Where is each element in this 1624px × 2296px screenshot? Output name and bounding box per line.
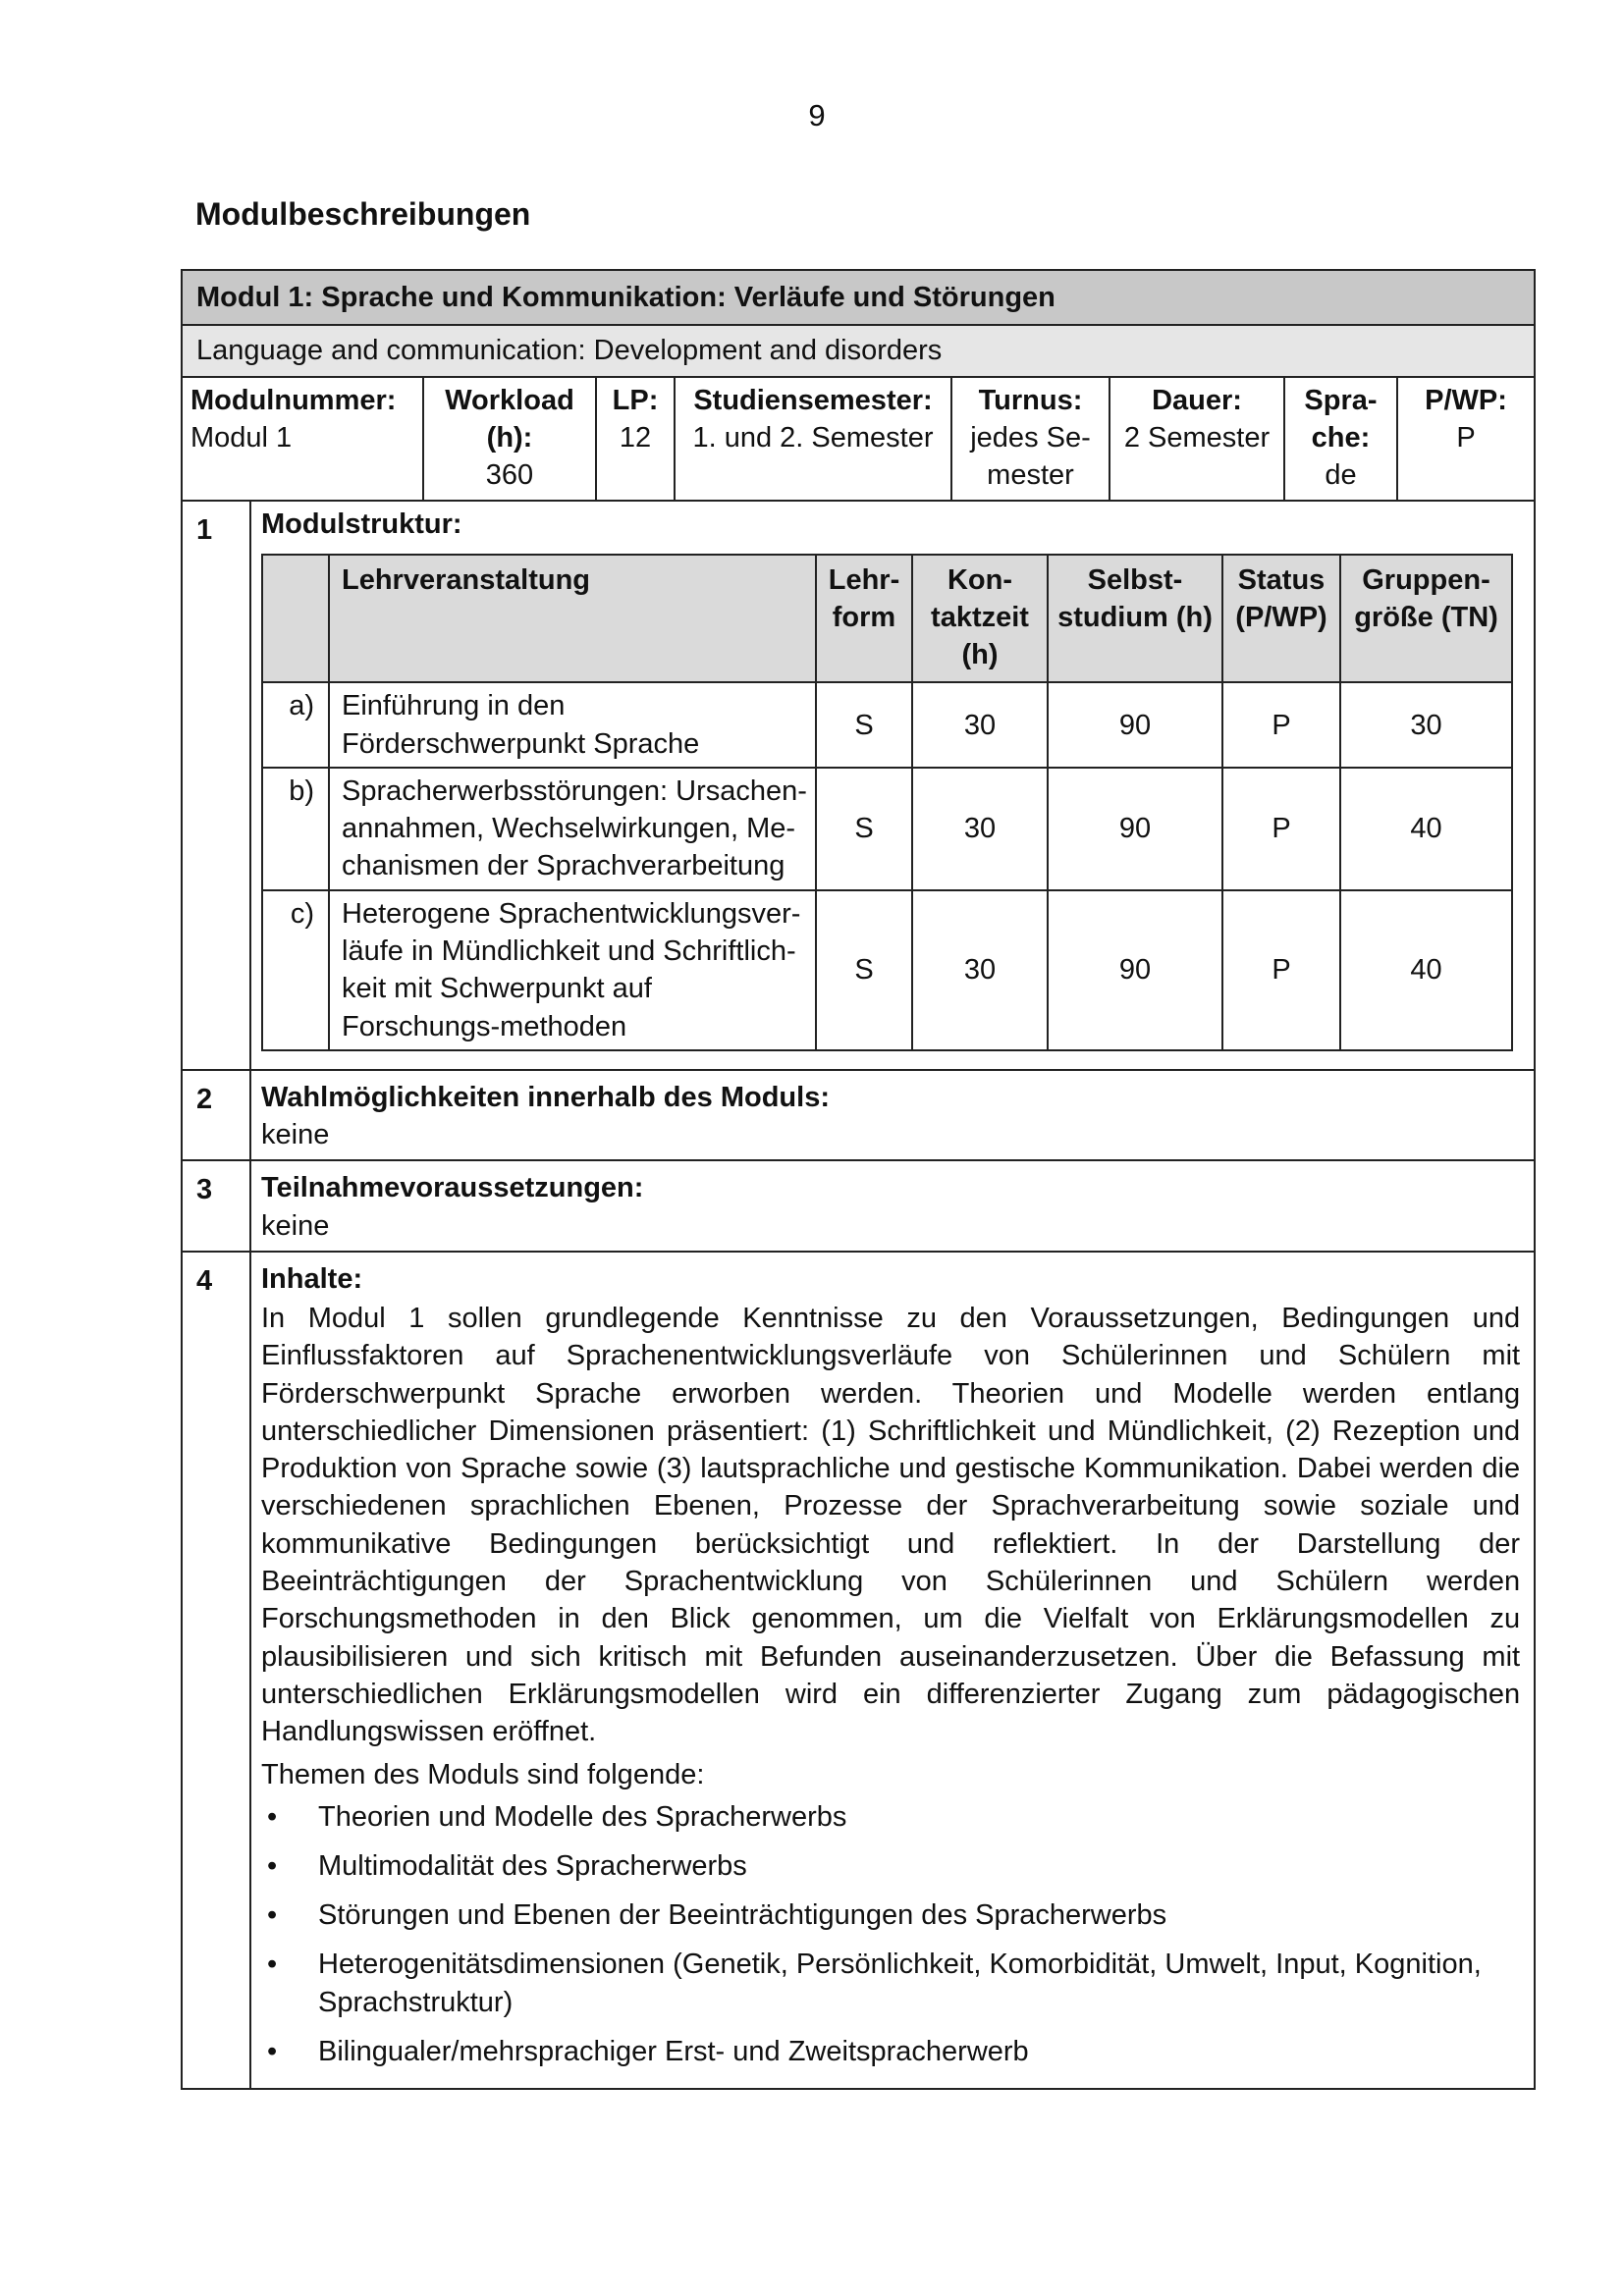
bullet-icon: • bbox=[267, 1849, 278, 1882]
kontaktzeit-value: 30 bbox=[912, 682, 1048, 768]
list-item bbox=[261, 2033, 1520, 2070]
selbststudium-value: 90 bbox=[1048, 682, 1222, 768]
table-row bbox=[262, 890, 1512, 1050]
sprache-cell bbox=[1284, 377, 1397, 502]
status-value: P bbox=[1222, 890, 1340, 1050]
gruppengroesse-value: 30 bbox=[1340, 682, 1512, 768]
structure-header-row bbox=[262, 555, 1512, 683]
section-1-title: Modulstruktur: bbox=[261, 508, 462, 541]
lehrform-value: S bbox=[816, 682, 912, 768]
topic-text: Bilingualer/mehrsprachiger Erst- und Zweitspracherwerb bbox=[318, 2035, 1029, 2067]
bullet-icon: • bbox=[267, 2035, 278, 2067]
studiensemester-label: Studiensemester: bbox=[693, 384, 933, 416]
header-lehrveranstaltung: Lehrveranstaltung bbox=[329, 555, 816, 683]
lp-cell bbox=[596, 377, 675, 502]
lp-label: LP: bbox=[612, 384, 659, 416]
row-label: b) bbox=[262, 768, 329, 890]
list-item bbox=[261, 1798, 1520, 1836]
modulnummer-value: Modul 1 bbox=[190, 421, 293, 454]
section-3-row bbox=[182, 1160, 1535, 1252]
header-gruppengroesse: Gruppen-größe (TN) bbox=[1340, 555, 1512, 683]
section-2-row bbox=[182, 1070, 1535, 1161]
kontaktzeit-value: 30 bbox=[912, 890, 1048, 1050]
header-kontaktzeit: Kon-taktzeit (h) bbox=[912, 555, 1048, 683]
page-number: 9 bbox=[808, 98, 826, 133]
list-item bbox=[261, 1847, 1520, 1885]
course-name: Einführung in den Förderschwerpunkt Sprache bbox=[329, 682, 816, 768]
section-2-number: 2 bbox=[182, 1070, 250, 1161]
selbststudium-value: 90 bbox=[1048, 890, 1222, 1050]
section-3-title: Teilnahmevoraussetzungen: bbox=[261, 1172, 644, 1204]
pwp-label: P/WP: bbox=[1425, 384, 1507, 416]
section-1-row bbox=[182, 501, 1535, 1069]
topic-text: Störungen und Ebenen der Beeinträchtigungen des Spracherwerbs bbox=[318, 1899, 1167, 1932]
topic-text: Heterogenitätsdimensionen (Genetik, Persönlichkeit, Komorbidität, Umwelt, Input, Kognition, Sprachstruktur) bbox=[318, 1949, 1482, 2018]
module-title: Modul 1: Sprache und Kommunikation: Verläufe und Störungen bbox=[182, 270, 1535, 325]
bullet-icon: • bbox=[267, 1949, 278, 1981]
topic-text: Theorien und Modelle des Spracherwerbs bbox=[318, 1800, 847, 1833]
document-title: Modulbeschreibungen bbox=[195, 196, 531, 232]
kontaktzeit-value: 30 bbox=[912, 768, 1048, 890]
header-selbststudium: Selbst-studium (h) bbox=[1048, 555, 1222, 683]
row-label: c) bbox=[262, 890, 329, 1050]
section-3-content bbox=[250, 1160, 1535, 1252]
turnus-label: Turnus: bbox=[978, 384, 1083, 416]
studiensemester-cell bbox=[675, 377, 951, 502]
workload-value: 360 bbox=[485, 459, 534, 492]
workload-cell bbox=[423, 377, 596, 502]
status-value: P bbox=[1222, 768, 1340, 890]
gruppengroesse-value: 40 bbox=[1340, 768, 1512, 890]
dauer-label: Dauer: bbox=[1152, 384, 1242, 416]
modulnummer-cell bbox=[182, 377, 423, 502]
pwp-value: P bbox=[1456, 421, 1476, 454]
section-1-number: 1 bbox=[182, 501, 250, 1069]
list-item bbox=[261, 1946, 1520, 2021]
list-item bbox=[261, 1896, 1520, 1934]
section-4-number: 4 bbox=[182, 1252, 250, 2089]
turnus-cell bbox=[951, 377, 1110, 502]
sprache-label: Spra-che: bbox=[1304, 384, 1378, 454]
section-2-title: Wahlmöglichkeiten innerhalb des Moduls: bbox=[261, 1081, 830, 1113]
topic-text: Multimodalität des Spracherwerbs bbox=[318, 1849, 747, 1882]
row-label: a) bbox=[262, 682, 329, 768]
table-row bbox=[262, 768, 1512, 890]
pwp-cell bbox=[1397, 377, 1535, 502]
structure-header-label bbox=[262, 555, 329, 683]
dauer-value: 2 Semester bbox=[1123, 421, 1271, 454]
table-row bbox=[262, 682, 1512, 768]
section-2-text: keine bbox=[261, 1119, 330, 1151]
topics-intro: Themen des Moduls sind folgende: bbox=[261, 1759, 705, 1791]
sprache-value: de bbox=[1325, 459, 1357, 492]
workload-label: Workload (h): bbox=[445, 384, 574, 454]
section-4-content bbox=[250, 1252, 1535, 2089]
bullet-icon: • bbox=[267, 1800, 278, 1833]
gruppengroesse-value: 40 bbox=[1340, 890, 1512, 1050]
header-status: Status (P/WP) bbox=[1222, 555, 1340, 683]
contents-paragraph: In Modul 1 sollen grundlegende Kenntnisse zu den Voraussetzungen, Bedingungen und Einflussfaktoren auf Sprachenentwicklungsverläufe von Schülerinnen und Schülern mit Förderschwerpunkt Sprache erworben werden. Theorien und Modelle werden entlang unterschiedlicher Dimensionen präsentiert: (1) Schriftlichkeit und Mündlichkeit, (2) Rezeption und Produktion von Sprache sowie (3) lautsprachliche und gestische Kommunikation. Dabei werden die verschiedenen sprachlichen Ebenen, Prozesse der Sprachverarbeitung sowie soziale und kommunikative Bedingungen berücksichtigt und reflektiert. In der Darstellung der Beeinträchtigungen der Sprachentwicklung von Schülerinnen und Schülern werden Forschungsmethoden in den Blick genommen, um die Vielfalt von Erklärungsmodellen zu plausibilisieren und sich kritisch mit Befunden auseinanderzusetzen. Über die Befassung mit unterschiedlichen Erklärungsmodellen wird ein differenzierter Zugang zum pädagogischen Handlungswissen eröffnet. bbox=[261, 1303, 1521, 1748]
section-2-content bbox=[250, 1070, 1535, 1161]
module-structure-table bbox=[261, 554, 1513, 1051]
studiensemester-value: 1. und 2. Semester bbox=[692, 421, 934, 454]
status-value: P bbox=[1222, 682, 1340, 768]
bullet-icon: • bbox=[267, 1899, 278, 1932]
dauer-cell bbox=[1110, 377, 1284, 502]
lehrform-value: S bbox=[816, 890, 912, 1050]
section-4-row bbox=[182, 1252, 1535, 2089]
course-name: Spracherwerbsstörungen: Ursachen-annahmen, Wechselwirkungen, Me-chanismen der Sprachverarbeitung bbox=[329, 768, 816, 890]
selbststudium-value: 90 bbox=[1048, 768, 1222, 890]
course-name: Heterogene Sprachentwicklungsver-läufe in Mündlichkeit und Schriftlich-keit mit Schwerpunkt auf Forschungs-methoden bbox=[329, 890, 816, 1050]
module-table bbox=[181, 269, 1536, 2090]
section-1-content bbox=[250, 501, 1535, 1069]
modulnummer-label: Modulnummer: bbox=[190, 384, 397, 416]
lp-value: 12 bbox=[619, 421, 652, 454]
module-meta-row bbox=[182, 377, 1535, 502]
turnus-value: jedes Se-mester bbox=[970, 421, 1091, 492]
section-3-number: 3 bbox=[182, 1160, 250, 1252]
section-3-text: keine bbox=[261, 1209, 330, 1242]
module-subtitle: Language and communication: Development and disorders bbox=[182, 325, 1535, 376]
section-4-title: Inhalte: bbox=[261, 1262, 363, 1295]
lehrform-value: S bbox=[816, 768, 912, 890]
topics-list bbox=[261, 1798, 1520, 2071]
header-lehrform: Lehr-form bbox=[816, 555, 912, 683]
